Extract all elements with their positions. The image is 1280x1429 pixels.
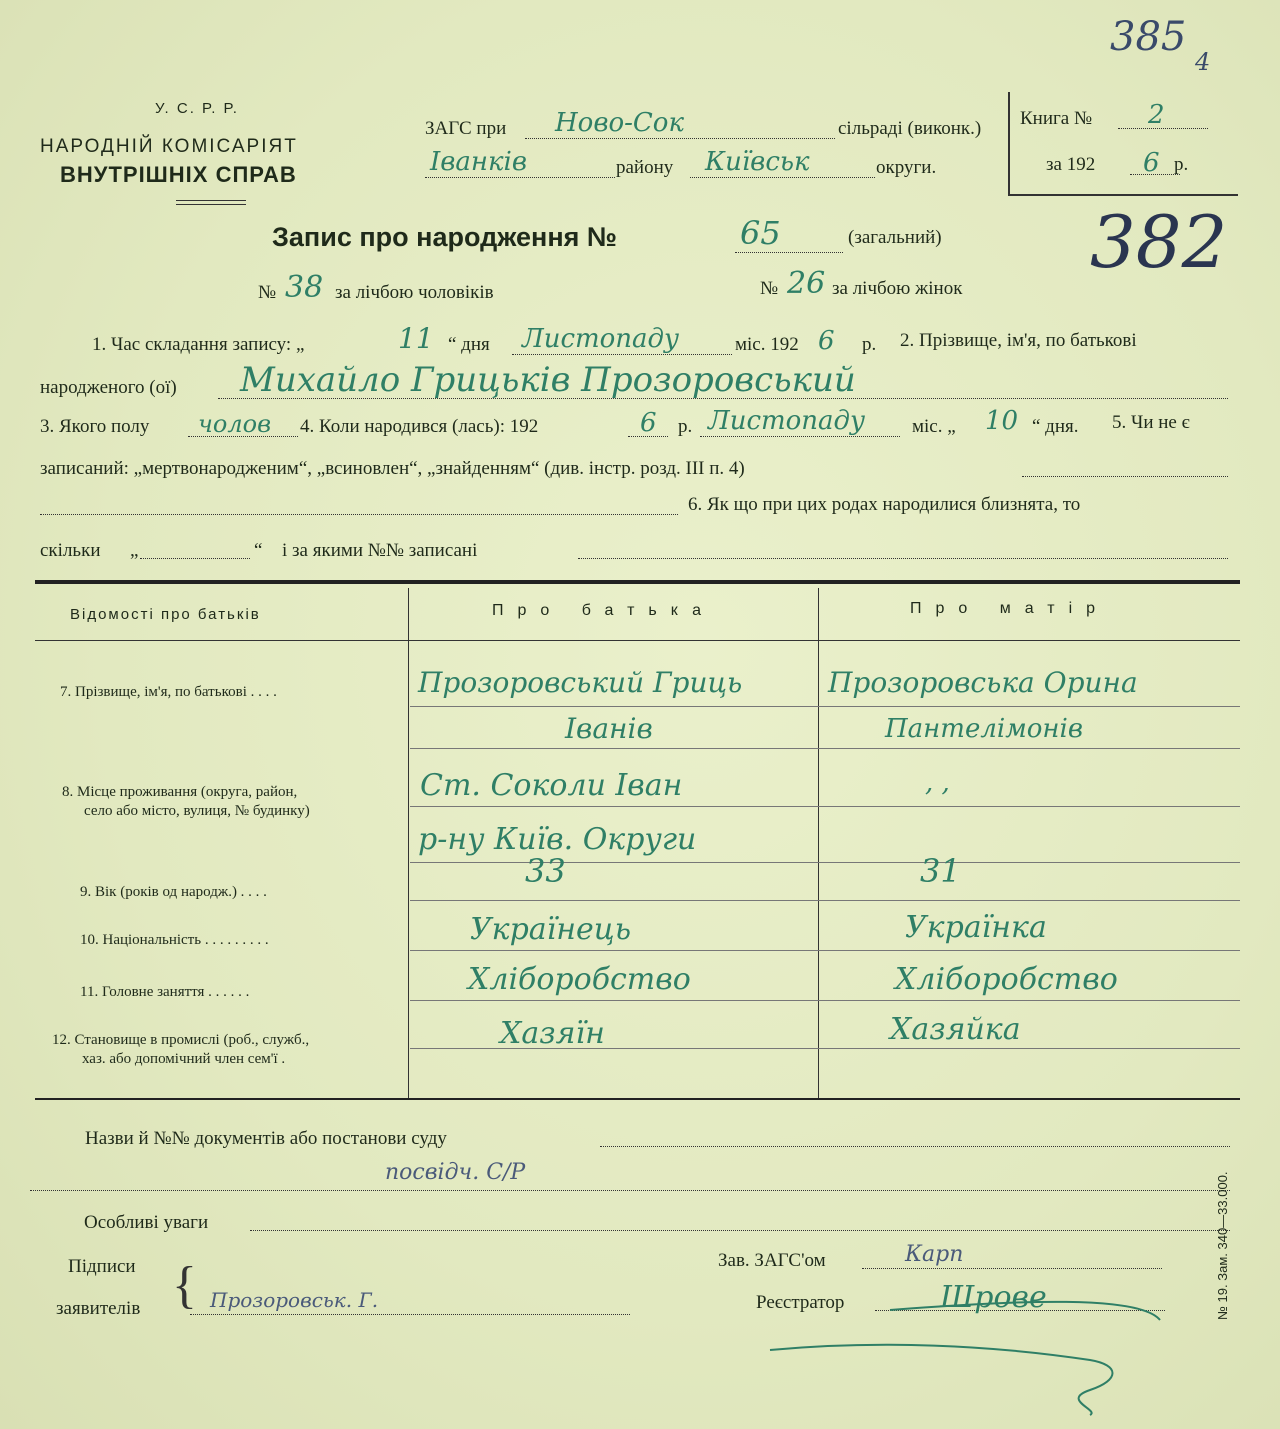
book-year-label: за 192 [1046, 154, 1096, 175]
table-divider-2 [818, 588, 819, 1098]
field2-label: 2. Прізвище, ім'я, по батькові [900, 330, 1137, 351]
row7-father: Прозоровський Гриць [418, 666, 743, 699]
field6-quote1: „ [130, 540, 139, 561]
header-divider [176, 200, 246, 205]
big-number: 382 [1090, 200, 1228, 284]
row10-mother: Українка [905, 910, 1047, 945]
female-number: 26 [787, 266, 826, 301]
field4-day-suffix: “ дня. [1032, 416, 1079, 437]
table-col3-header: Про матір [910, 600, 1110, 617]
row11-label: 11. Головне заняття . . . . . . [80, 984, 250, 1000]
field1-year: 6 [818, 326, 835, 356]
commissariat-line1: НАРОДНІЙ КОМІСАРІЯТ [40, 136, 298, 157]
field1-year-suffix: р. [862, 334, 877, 355]
zags-okruha-suffix: округи. [876, 157, 937, 178]
field3-value: чолов [198, 410, 272, 438]
registrar-signature: Шрове [940, 1280, 1047, 1315]
field4-month-suffix: міс. „ [912, 416, 956, 437]
row9-mother: 31 [920, 852, 961, 890]
row12-father: Хазяїн [500, 1016, 605, 1051]
field1-month-suffix: міс. 192 [735, 334, 799, 355]
row12-label: 12. Становище в промислі (роб., служб., [52, 1032, 310, 1048]
female-prefix: № [760, 278, 779, 299]
print-side-note: № 19. Зам. 340—33.000. [1215, 1171, 1230, 1320]
zags-head-label: Зав. ЗАГС'ом [718, 1250, 826, 1271]
row11-father: Хліборобство [468, 962, 691, 997]
row12-mother: Хазяйка [890, 1012, 1021, 1047]
record-title: Запис про народження № [272, 222, 618, 252]
field4-year-suffix: р. [678, 416, 693, 437]
zags-raion-suffix: району [616, 157, 674, 178]
table-bottom-rule [35, 1098, 1240, 1100]
male-label: за лічбою чоловіків [335, 282, 494, 303]
book-year-suffix: р. [1174, 154, 1189, 175]
table-col1-header: Відомості про батьків [70, 606, 261, 623]
table-col2-header: Про батька [492, 602, 715, 619]
field1-day: 11 [398, 322, 434, 355]
field3-label: 3. Якого полу [40, 416, 150, 437]
field2-value: Михайло Грицьків Прозоровський [240, 360, 856, 400]
registrar-flourish [760, 1290, 1180, 1420]
field2-label2: народженого (ої) [40, 377, 177, 398]
field5-label: 5. Чи не є [1112, 412, 1190, 433]
field4-day: 10 [985, 406, 1019, 436]
signatures-label1: Підписи [68, 1256, 136, 1277]
field6-quote2: “ [254, 540, 263, 561]
row8-father: Ст. Соколи Іван [420, 768, 683, 803]
field4-year: 6 [640, 408, 657, 438]
zags-village-suffix: сільраді (виконк.) [838, 118, 982, 139]
zags-okruha: Київськ [705, 147, 810, 177]
documents-label: Назви й №№ документів або постанови суду [85, 1128, 447, 1149]
zags-raion: Іванків [430, 147, 528, 177]
row10-father: Українець [470, 912, 632, 947]
commissariat-line2: ВНУТРІШНІХ СПРАВ [60, 162, 297, 187]
row8-label2: село або місто, вулиця, № будинку) [84, 803, 310, 819]
field4-label: 4. Коли народився (лась): 192 [300, 416, 539, 437]
ussr-label: У. С. Р. Р. [155, 100, 239, 117]
row9-father: 33 [525, 852, 566, 890]
applicant-signature: Прозоровськ. Г. [210, 1288, 379, 1312]
book-box-left [1008, 92, 1010, 196]
row12-label2: хаз. або допомічний член сем'ї . [82, 1051, 286, 1067]
field1-label: 1. Час складання запису: „ [92, 334, 305, 355]
row8-label: 8. Місце проживання (округа, район, [62, 784, 298, 800]
row7-mother: Прозоровська Орина [828, 666, 1138, 699]
zags-prefix: ЗАГС при [425, 118, 507, 139]
row9-label: 9. Вік (років од народж.) . . . . [80, 884, 267, 900]
zags-village: Ново-Сок [555, 108, 684, 138]
row7-label: 7. Прізвище, ім'я, по батькові . . . . [60, 684, 277, 700]
book-label: Книга № [1020, 108, 1093, 129]
male-prefix: № [258, 282, 277, 303]
field4-month: Листопаду [708, 406, 866, 436]
record-number: 65 [740, 214, 781, 252]
field6-label2: скільки [40, 540, 101, 561]
row7b-father: Іванів [565, 712, 653, 745]
row10-label: 10. Національність . . . . . . . . . [80, 932, 269, 948]
row11-mother: Хліборобство [895, 962, 1118, 997]
table-header-rule [35, 640, 1240, 641]
notes-label: Особливі уваги [84, 1212, 209, 1233]
book-box-bottom [1008, 194, 1238, 196]
field1-day-suffix: “ дня [448, 334, 490, 355]
registrar-label: Реєстратор [756, 1292, 845, 1313]
row8-mother: , , [925, 768, 950, 798]
field6-label3: і за якими №№ записані [282, 540, 478, 561]
table-top-rule [35, 580, 1240, 584]
book-year-digit: 6 [1143, 148, 1160, 178]
documents-value: посвідч. С/Р [385, 1160, 526, 1185]
row7b-mother: Пантелімонів [885, 714, 1083, 744]
zags-head-signature: Карп [905, 1242, 964, 1267]
book-number: 2 [1148, 100, 1165, 130]
signatures-brace: { [172, 1257, 197, 1314]
row8b-father: р-ну Київ. Округи [418, 822, 697, 857]
record-general-label: (загальний) [848, 227, 942, 248]
table-divider-1 [408, 588, 409, 1098]
field6-label: 6. Як що при цих родах народилися близнята, то [688, 494, 1081, 515]
corner-number: 385 [1110, 14, 1187, 60]
signatures-label2: заявителів [56, 1298, 141, 1319]
field1-month: Листопаду [522, 324, 680, 354]
corner-number-small: 4 [1195, 48, 1211, 76]
female-label: за лічбою жінок [832, 278, 963, 299]
field5-label2: записаний: „мертвонародженим“, „всиновлен“, „знайденням“ (див. інстр. розд. III п. 4) [40, 458, 745, 479]
male-number: 38 [285, 270, 324, 305]
